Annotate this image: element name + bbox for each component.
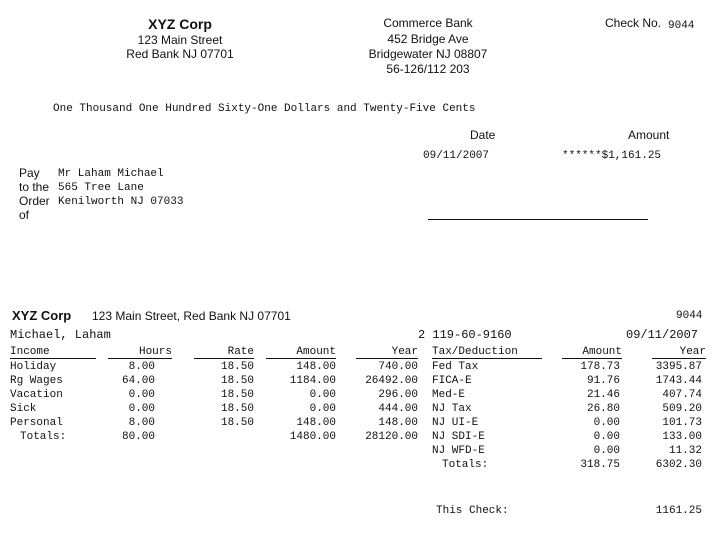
ded-row-year: 3395.87 <box>655 361 702 373</box>
earn-row-rate: 18.50 <box>220 389 254 401</box>
of-label: of <box>19 208 30 222</box>
date-label: Date <box>470 128 496 142</box>
payee-city: Kenilworth NJ 07033 <box>58 196 184 208</box>
check-no: 9044 <box>668 20 695 32</box>
this-check-amount: 1161.25 <box>655 505 702 517</box>
earn-row-hours: 0.00 <box>128 403 155 415</box>
signature-line <box>428 219 648 220</box>
earn-row-rate: 18.50 <box>220 375 254 387</box>
company-street: 123 Main Street <box>137 33 223 47</box>
ded-totals-label: Totals: <box>442 459 489 471</box>
earn-row-amount: 148.00 <box>296 361 336 373</box>
stub-date: 09/11/2007 <box>626 328 699 342</box>
earn-row-hours: 8.00 <box>128 417 155 429</box>
bank-street: 452 Bridge Ave <box>387 32 469 46</box>
earn-row-hours: 0.00 <box>128 389 155 401</box>
earn-row-amount: 148.00 <box>296 417 336 429</box>
pay-label: Pay <box>19 166 40 180</box>
hdr-ded-year: Year <box>652 346 706 359</box>
hdr-income: Income <box>10 346 96 359</box>
earn-row-amount: 0.00 <box>309 403 336 415</box>
ded-row-year: 11.32 <box>668 445 702 457</box>
ded-row-label: Fed Tax <box>432 361 479 373</box>
amount-in-words: One Thousand One Hundred Sixty-One Dollars and Twenty-Five Cents <box>53 103 476 115</box>
earn-row-amount: 1184.00 <box>289 375 336 387</box>
hdr-year: Year <box>356 346 418 359</box>
bank-city: Bridgewater NJ 08807 <box>368 47 488 61</box>
ded-row-amount: 0.00 <box>593 431 620 443</box>
hdr-hours: Hours <box>108 346 172 359</box>
check-date: 09/11/2007 <box>423 150 490 162</box>
to-the-label: to the <box>19 180 50 194</box>
hdr-amount: Amount <box>266 346 336 359</box>
order-label: Order <box>19 194 50 208</box>
company-name: XYZ Corp <box>148 16 212 32</box>
payee-name: Mr Laham Michael <box>58 168 164 180</box>
ded-row-amount: 91.76 <box>586 375 620 387</box>
ded-row-year: 101.73 <box>662 417 702 429</box>
earn-row-year: 26492.00 <box>365 375 418 387</box>
ded-row-year: 407.74 <box>662 389 702 401</box>
amount-label: Amount <box>628 128 670 142</box>
hdr-deduction: Tax/Deduction <box>432 346 542 359</box>
earn-row-rate: 18.50 <box>220 417 254 429</box>
earn-totals-label: Totals: <box>20 431 67 443</box>
check-amount: ******$1,161.25 <box>562 150 662 162</box>
company-city: Red Bank NJ 07701 <box>126 47 234 61</box>
this-check-label: This Check: <box>436 505 509 517</box>
stub-address: 123 Main Street, Red Bank NJ 07701 <box>92 309 291 323</box>
stub-employee: Michael, Laham <box>10 328 111 342</box>
earn-row-year: 148.00 <box>378 417 418 429</box>
ded-row-label: NJ UI-E <box>432 417 479 429</box>
ded-row-amount: 0.00 <box>593 417 620 429</box>
ded-row-amount: 21.46 <box>586 389 620 401</box>
ded-row-year: 133.00 <box>662 431 702 443</box>
stub-check-no: 9044 <box>676 310 703 322</box>
earn-row-year: 296.00 <box>378 389 418 401</box>
earn-row-year: 740.00 <box>378 361 418 373</box>
ded-row-amount: 0.00 <box>593 445 620 457</box>
ded-row-label: Med-E <box>432 389 466 401</box>
ded-row-amount: 178.73 <box>580 361 620 373</box>
ded-row-year: 509.20 <box>662 403 702 415</box>
stub-emp-code: 2 119-60-9160 <box>418 328 512 342</box>
earn-row-label: Vacation <box>10 389 63 401</box>
earn-row-year: 444.00 <box>378 403 418 415</box>
earn-row-rate: 18.50 <box>220 403 254 415</box>
earn-row-label: Sick <box>10 403 37 415</box>
ded-row-label: NJ SDI-E <box>432 431 485 443</box>
ded-row-year: 1743.44 <box>655 375 702 387</box>
ded-row-label: NJ Tax <box>432 403 472 415</box>
bank-name: Commerce Bank <box>383 16 473 30</box>
payee-street: 565 Tree Lane <box>58 182 144 194</box>
ded-row-label: NJ WFD-E <box>432 445 485 457</box>
bank-routing: 56-126/112 203 <box>386 62 470 76</box>
earn-row-amount: 0.00 <box>309 389 336 401</box>
hdr-rate: Rate <box>194 346 254 359</box>
ded-totals-amount: 318.75 <box>580 459 620 471</box>
earn-row-rate: 18.50 <box>220 361 254 373</box>
ded-row-amount: 26.80 <box>586 403 620 415</box>
earn-row-label: Personal <box>10 417 63 429</box>
earn-row-label: Holiday <box>10 361 57 373</box>
ded-row-label: FICA-E <box>432 375 472 387</box>
ded-totals-year: 6302.30 <box>655 459 702 471</box>
earn-totals-hours: 80.00 <box>121 431 155 443</box>
stub-company: XYZ Corp <box>12 308 72 323</box>
check-no-label: Check No. <box>605 16 662 30</box>
earn-row-label: Rg Wages <box>10 375 63 387</box>
earn-row-hours: 8.00 <box>128 361 155 373</box>
earn-totals-year: 28120.00 <box>365 431 418 443</box>
hdr-ded-amount: Amount <box>562 346 622 359</box>
earn-totals-amount: 1480.00 <box>289 431 336 443</box>
earn-row-hours: 64.00 <box>121 375 155 387</box>
